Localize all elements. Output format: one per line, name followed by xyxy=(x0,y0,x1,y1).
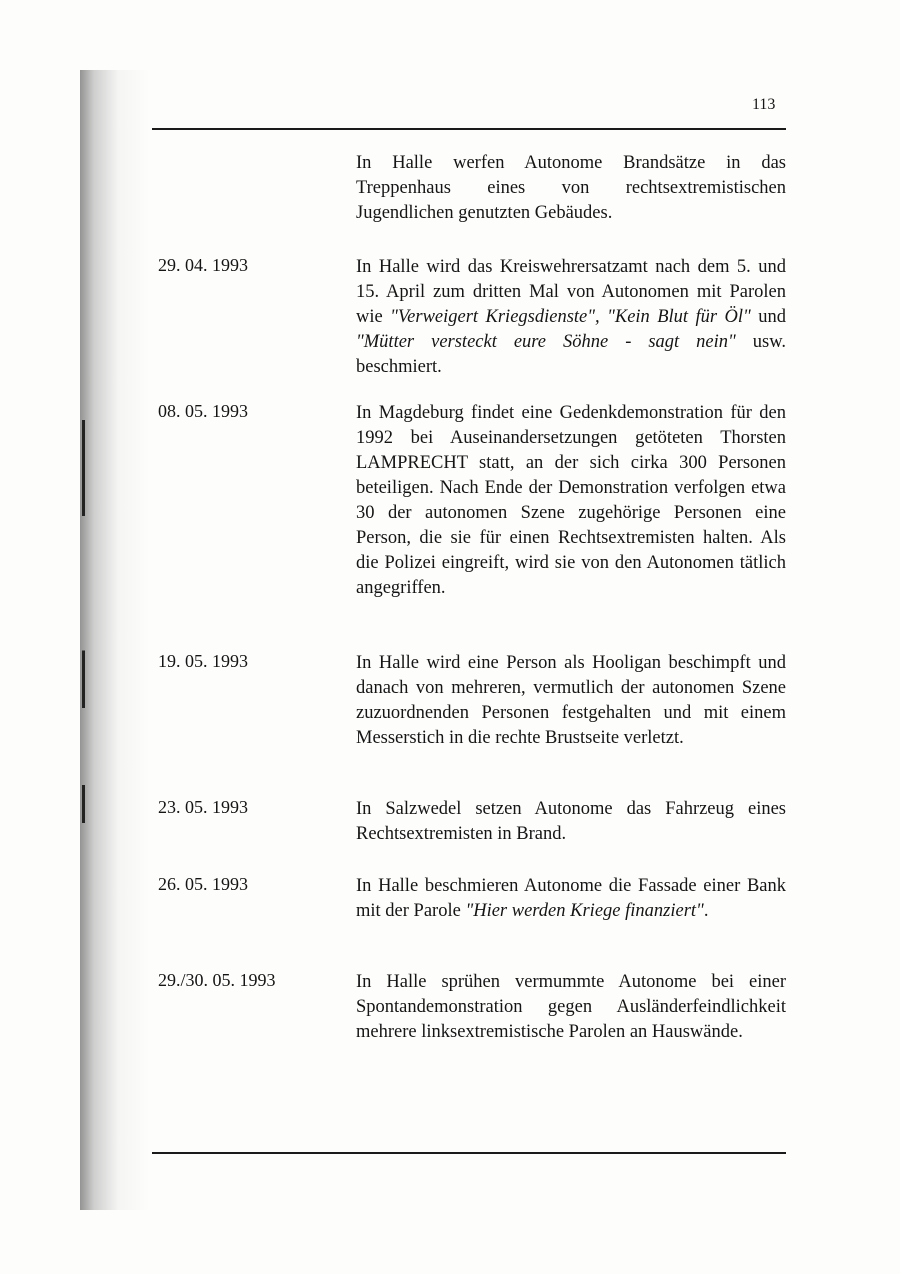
entry-date: 29./30. 05. 1993 xyxy=(158,970,276,990)
entry-text: In Halle sprühen vermummte Autonome bei einer Spontandemonstration gegen Ausländerfeindlichkeit mehrere linksextremistische Parolen an Hauswände. xyxy=(356,972,786,1042)
scan-edge-marks xyxy=(82,420,85,900)
entry-text-part: . xyxy=(703,901,709,921)
entry-text: In Halle wird eine Person als Hooligan beschimpft und danach von mehreren, vermutlich der autonomen Szene zuzuordnenden Personen festgehalten und mit einem Messerstich in die rechte Brustseite verletzt. xyxy=(356,653,786,748)
scan-shadow xyxy=(80,70,150,1210)
entry-date: 26. 05. 1993 xyxy=(158,874,248,894)
entry-text xyxy=(356,874,786,924)
entry-text-quote: "Verweigert Kriegsdienste", "Kein Blut für Öl" xyxy=(390,307,751,327)
entry-text-part: In Halle beschmieren Autonome die Fassade einer Bank mit der Parole xyxy=(356,876,786,921)
entry-date: 08. 05. 1993 xyxy=(158,401,248,421)
entry-date: 19. 05. 1993 xyxy=(158,651,248,671)
entry-text: In Magdeburg findet eine Gedenkdemonstration für den 1992 bei Auseinandersetzungen getöteten Thorsten LAMPRECHT statt, an der sich cirka 300 Personen beteiligen. Nach Ende der Demonstration verfolgen etwa 30 der autonomen Szene zugehörige Personen eine Person, die sie für einen Rechtsextremisten halten. Als die Polizei eingreift, wird sie von den Autonomen tätlich angegriffen. xyxy=(356,403,786,598)
entry-date: 29. 04. 1993 xyxy=(158,255,248,275)
entry-text xyxy=(356,255,786,380)
header-rule xyxy=(152,128,786,130)
entry-text-part: In Halle wird das Kreiswehrersatzamt nach dem 5. und 15. April zum dritten Mal von Autonomen mit Parolen wie xyxy=(356,257,786,327)
entry-text: In Salzwedel setzen Autonome das Fahrzeug eines Rechtsextremisten in Brand. xyxy=(356,799,786,844)
page-number: 113 xyxy=(752,96,776,113)
entry-text-part: und xyxy=(750,307,787,327)
entry-text-quote: "Mütter versteckt eure Söhne - sagt nein" xyxy=(356,332,736,352)
entry-text-quote: "Hier werden Kriege finanziert" xyxy=(465,901,704,921)
footer-rule xyxy=(152,1152,786,1154)
entry-text-part: usw. beschmiert. xyxy=(356,332,786,377)
entry-date: 23. 05. 1993 xyxy=(158,797,248,817)
entry-text: In Halle werfen Autonome Brandsätze in das Treppenhaus eines von rechtsextremistischen Jugendlichen genutzten Gebäudes. xyxy=(356,153,786,223)
